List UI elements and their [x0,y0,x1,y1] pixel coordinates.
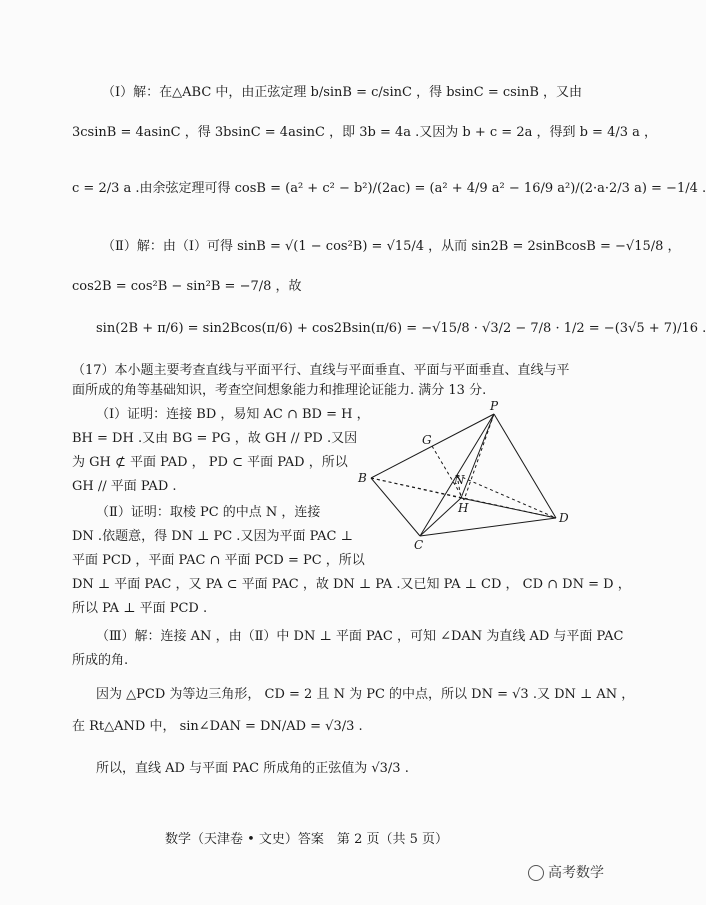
figure-label-D: D [559,511,569,525]
part3-line5: 所以，直线 AD 与平面 PAC 所成角的正弦值为 √3/3 . [96,761,409,776]
edge-PA [461,414,494,498]
edge-CA [420,498,461,536]
dash-BA [371,478,461,498]
part3-line3: 因为 △PCD 为等边三角形， CD = 2 且 N 为 PC 的中点，所以 DN = √3 .又 DN ⊥ AN ， [96,687,635,702]
dash-ND [457,475,556,518]
q17-intro-line1: （17）本小题主要考查直线与平面平行、直线与平面垂直、平面与平面垂直、直线与平 [72,363,570,378]
figure-label-G: G [422,433,432,447]
proof2-line3: 平面 PCD ，平面 PAC ∩ 平面 PCD = PC ，所以 [72,553,365,568]
page-footer: 数学（天津卷 • 文史）答案 第 2 页（共 5 页） [165,832,449,847]
edge-PD [494,414,556,518]
part3-line4: 在 Rt△AND 中， sin∠DAN = DN/AD = √3/3 . [72,719,363,734]
proof2-line4: DN ⊥ 平面 PAC ，又 PA ⊂ 平面 PAC ，故 DN ⊥ PA .又已知 PA ⊥ CD ， CD ∩ DN = D ， [72,577,631,592]
proof1-line4: GH // 平面 PAD . [72,479,177,494]
part3-line1: （Ⅲ）解：连接 AN ，由（Ⅱ）中 DN ⊥ 平面 PAC ，可知 ∠DAN 为直线 AD 与平面 PAC [96,629,624,644]
figure-label-N: N [454,473,465,487]
part2-line2: cos2B = cos²B − sin²B = −7/8 ，故 [72,279,302,294]
part1-line2: 3csinB = 4asinC ，得 3bsinC = 4asinC ，即 3b = 4a .又因为 b + c = 2a ，得到 b = 4/3 a ， [72,125,658,140]
figure-label-B: B [358,471,367,485]
proof2-line1: （Ⅱ）证明：取棱 PC 的中点 N ，连接 [96,505,321,520]
part1-line1: （Ⅰ）解：在△ABC 中，由正弦定理 b/sinB = c/sinC ，得 bsinC = csinB ，又由 [102,85,583,100]
wechat-icon [528,865,544,881]
figure-label-P: P [490,399,499,413]
part1-line3: c = 2/3 a .由余弦定理可得 cosB = (a² + c² − b²)/(2ac) = (a² + 4/9 a² − 16/9 a²)/(2·a·2/3 a) = −1/4 . [72,181,706,196]
pyramid-figure [356,400,576,550]
proof1-line3: 为 GH ⊄ 平面 PAD ， PD ⊂ 平面 PAD ，所以 [72,455,348,470]
watermark-text: 高考数学 [548,865,604,881]
watermark [528,862,604,882]
q17-intro-line2: 面所成的角等基础知识，考查空间想象能力和推理论证能力. 满分 13 分. [72,383,487,398]
part2-line1: （Ⅱ）解：由（Ⅰ）可得 sinB = √(1 − cos²B) = √15/4 ，从而 sin2B = 2sinBcosB = −√15/8 ， [102,239,681,254]
part2-line3: sin(2B + π/6) = sin2Bcos(π/6) + cos2Bsin(π/6) = −√15/8 · √3/2 − 7/8 · 1/2 = −(3√5 + 7)/16 . [96,321,706,336]
proof1-line2: BH = DH .又由 BG = PG ，故 GH // PD .又因 [72,431,358,446]
figure-label-H: H [458,501,469,515]
figure-label-C: C [414,538,424,552]
part3-line2: 所成的角. [72,653,129,668]
proof2-line5: 所以 PA ⊥ 平面 PCD . [72,601,208,616]
edge-CD [420,518,556,536]
proof2-line2: DN .依题意，得 DN ⊥ PC .又因为平面 PAC ⊥ [72,529,353,544]
proof1-line1: （Ⅰ）证明：连接 BD ，易知 AC ∩ BD = H ， [96,407,370,422]
